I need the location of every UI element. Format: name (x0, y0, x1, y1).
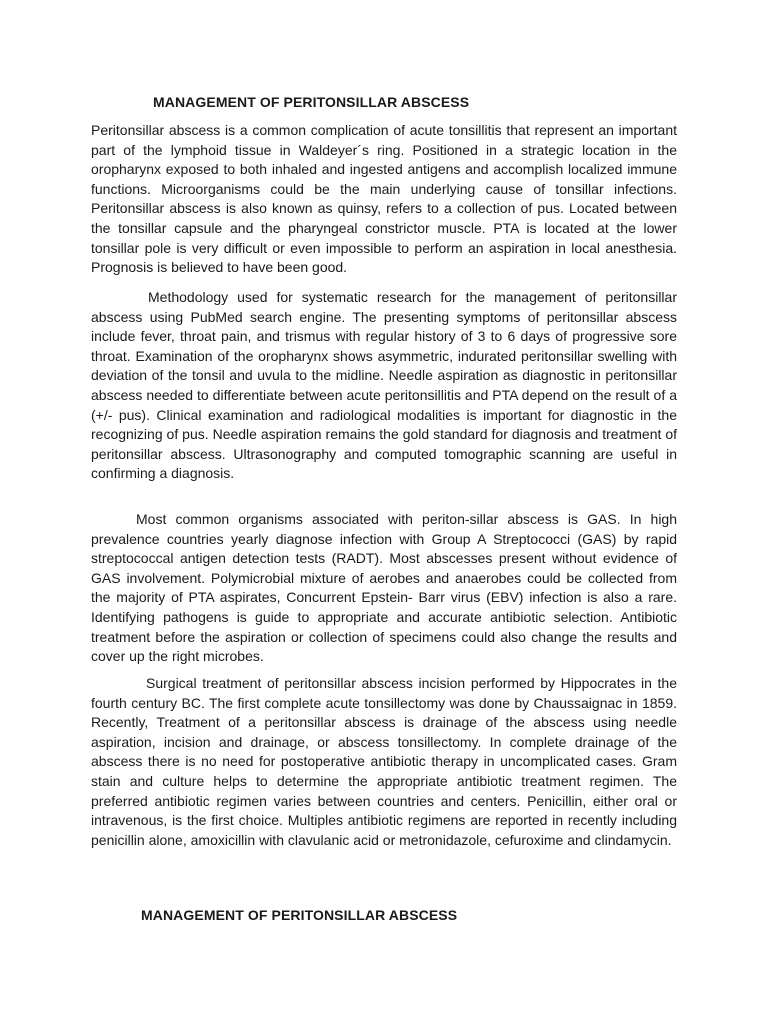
page-title: MANAGEMENT OF PERITONSILLAR ABSCESS (153, 94, 470, 110)
paragraph-organisms: Most common organisms associated with periton-sillar abscess is GAS. In high prevalence countries yearly diagnose infection with Group A Streptococci (GAS) by rapid streptococcal antigen detection tests (RADT). Most abscesses present without evidence of GAS involvement. Polymicrobial mixture of aerobes and anaerobes could be collected from the majority of PTA aspirates, Concurrent Epstein- Barr virus (EBV) infection is also a rare. Identifying pathogens is guide to appropriate and accurate antibiotic selection. Antibiotic treatment before the aspiration or collection of specimens could also change the results and cover up the right microbes. (91, 511, 677, 665)
paragraph-introduction: Peritonsillar abscess is a common complication of acute tonsillitis that represent an important part of the lymphoid tissue in Waldeyer´s ring. Positioned in a strategic location in the oropharynx exposed to both inhaled and ingested antigens and accomplish localized immune functions. Microorganisms could be the main underlying cause of tonsillar infections. Peritonsillar abscess is also known as quinsy, refers to a collection of pus. Located between the tonsillar capsule and the pharyngeal constrictor muscle. PTA is located at the lower tonsillar pole is very difficult or even impossible to perform an aspiration in local anesthesia. Prognosis is believed to have been good. (91, 122, 677, 276)
paragraph-treatment: Surgical treatment of peritonsillar abscess incision performed by Hippocrates in the fourth century BC. The first complete acute tonsillectomy was done by Chaussaignac in 1859. Recently, Treatment of a peritonsillar abscess is drainage of the abscess using needle aspiration, incision and drainage, or abscess tonsillectomy. In complete drainage of the abscess there is no need for postoperative antibiotic therapy in uncomplicated cases. Gram stain and culture helps to determine the appropriate antibiotic treatment regimen. The preferred antibiotic regimen varies between countries and centers. Penicillin, either oral or intravenous, is the first choice. Multiples antibiotic regimens are reported in recently including penicillin alone, amoxicillin with clavulanic acid or metronidazole, cefuroxime and clindamycin. (91, 675, 677, 848)
paragraph-methodology: Methodology used for systematic research for the management of peritonsillar abscess using PubMed search engine. The presenting symptoms of peritonsillar abscess include fever, throat pain, and trismus with regular history of 3 to 6 days of progressive sore throat. Examination of the oropharynx shows asymmetric, indurated peritonsillar swelling with deviation of the tonsil and uvula to the midline. Needle aspiration as diagnostic in peritonsillar abscess needed to differentiate between acute peritonsillitis and PTA depend on the result of a (+/- pus). Clinical examination and radiological modalities is important for diagnostic in the recognizing of pus. Needle aspiration remains the gold standard for diagnosis and treatment of peritonsillar abscess. Ultrasonography and computed tomographic scanning are useful in confirming a diagnosis. (91, 289, 677, 482)
next-page-title: MANAGEMENT OF PERITONSILLAR ABSCESS (141, 907, 458, 923)
